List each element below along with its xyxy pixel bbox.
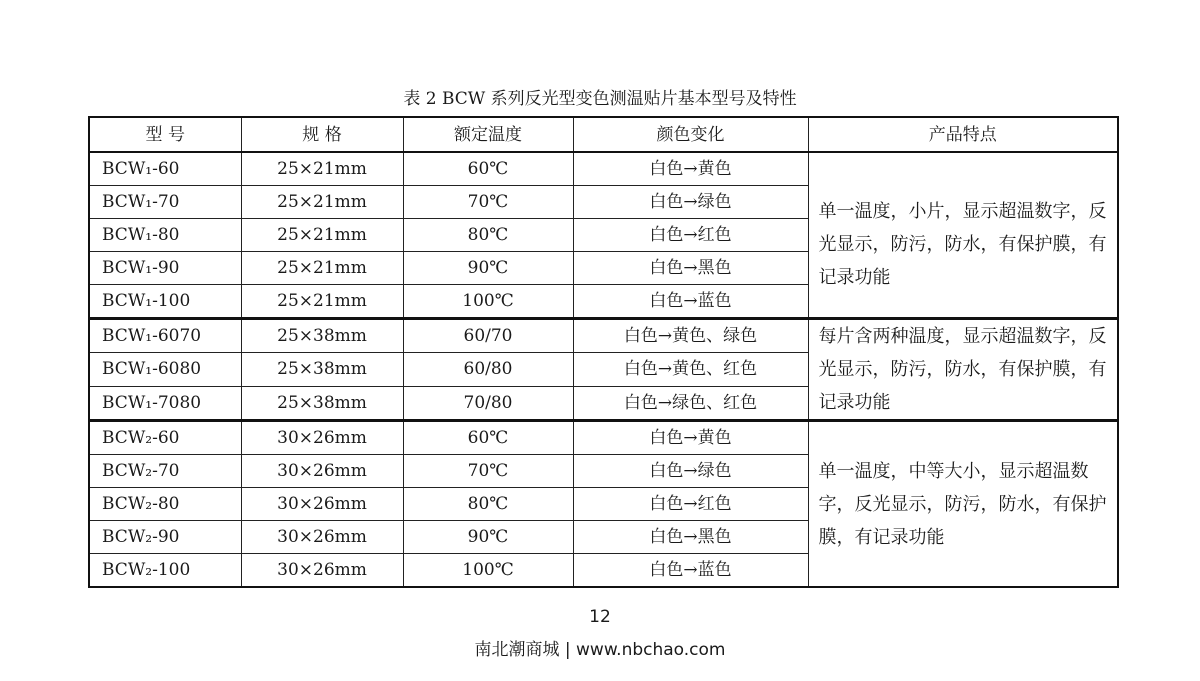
header-temp: 额定温度 xyxy=(403,117,573,152)
cell-color: 白色→蓝色 xyxy=(573,285,808,319)
cell-color: 白色→绿色、红色 xyxy=(573,386,808,420)
cell-model: BCW₂-60 xyxy=(89,421,241,455)
cell-temp: 60/70 xyxy=(403,319,573,353)
cell-model: BCW₁-7080 xyxy=(89,386,241,420)
cell-model: BCW₁-100 xyxy=(89,285,241,319)
cell-temp: 70℃ xyxy=(403,186,573,219)
page-number: 12 xyxy=(589,607,611,627)
cell-color: 白色→绿色 xyxy=(573,455,808,488)
cell-model: BCW₁-90 xyxy=(89,252,241,285)
header-row xyxy=(89,117,1118,152)
cell-model: BCW₂-100 xyxy=(89,554,241,588)
cell-color: 白色→蓝色 xyxy=(573,554,808,588)
header-feature: 产品特点 xyxy=(808,117,1118,152)
cell-temp: 70/80 xyxy=(403,386,573,420)
cell-spec: 30×26mm xyxy=(241,421,403,455)
table-row xyxy=(89,319,1118,353)
cell-spec: 25×38mm xyxy=(241,353,403,386)
cell-model: BCW₂-80 xyxy=(89,488,241,521)
cell-spec: 25×21mm xyxy=(241,252,403,285)
cell-temp: 70℃ xyxy=(403,455,573,488)
cell-spec: 30×26mm xyxy=(241,488,403,521)
cell-color: 白色→黄色 xyxy=(573,421,808,455)
cell-model: BCW₂-90 xyxy=(89,521,241,554)
cell-model: BCW₁-80 xyxy=(89,219,241,252)
cell-temp: 80℃ xyxy=(403,219,573,252)
cell-temp: 80℃ xyxy=(403,488,573,521)
cell-color: 白色→红色 xyxy=(573,488,808,521)
cell-temp: 60/80 xyxy=(403,353,573,386)
cell-color: 白色→黄色 xyxy=(573,152,808,186)
cell-model: BCW₁-70 xyxy=(89,186,241,219)
header-spec: 规 格 xyxy=(241,117,403,152)
table-body xyxy=(89,152,1118,587)
cell-model: BCW₂-70 xyxy=(89,455,241,488)
cell-spec: 30×26mm xyxy=(241,455,403,488)
table-caption: 表 2 BCW 系列反光型变色测温贴片基本型号及特性 xyxy=(403,89,797,109)
cell-temp: 100℃ xyxy=(403,554,573,588)
cell-color: 白色→绿色 xyxy=(573,186,808,219)
header-color: 颜色变化 xyxy=(573,117,808,152)
cell-spec: 25×38mm xyxy=(241,319,403,353)
table-row xyxy=(89,421,1118,455)
cell-spec: 25×21mm xyxy=(241,219,403,252)
header-model: 型 号 xyxy=(89,117,241,152)
spec-table xyxy=(88,116,1119,588)
cell-color: 白色→红色 xyxy=(573,219,808,252)
site-footer: 南北潮商城 | www.nbchao.com xyxy=(474,640,726,660)
cell-feature: 单一温度，小片，显示超温数字，反光显示，防污，防水，有保护膜，有记录功能 xyxy=(808,152,1118,319)
cell-feature: 单一温度，中等大小，显示超温数字，反光显示，防污，防水，有保护膜，有记录功能 xyxy=(808,421,1118,588)
cell-model: BCW₁-6080 xyxy=(89,353,241,386)
cell-feature: 每片含两种温度，显示超温数字，反光显示，防污，防水，有保护膜，有记录功能 xyxy=(808,319,1118,421)
cell-temp: 60℃ xyxy=(403,152,573,186)
cell-color: 白色→黄色、绿色 xyxy=(573,319,808,353)
cell-temp: 60℃ xyxy=(403,421,573,455)
cell-spec: 25×21mm xyxy=(241,152,403,186)
cell-spec: 30×26mm xyxy=(241,554,403,588)
cell-temp: 100℃ xyxy=(403,285,573,319)
cell-temp: 90℃ xyxy=(403,521,573,554)
cell-model: BCW₁-6070 xyxy=(89,319,241,353)
cell-color: 白色→黑色 xyxy=(573,521,808,554)
cell-spec: 30×26mm xyxy=(241,521,403,554)
cell-spec: 25×38mm xyxy=(241,386,403,420)
cell-color: 白色→黑色 xyxy=(573,252,808,285)
cell-spec: 25×21mm xyxy=(241,186,403,219)
cell-spec: 25×21mm xyxy=(241,285,403,319)
table-row xyxy=(89,152,1118,186)
cell-model: BCW₁-60 xyxy=(89,152,241,186)
cell-temp: 90℃ xyxy=(403,252,573,285)
cell-color: 白色→黄色、红色 xyxy=(573,353,808,386)
